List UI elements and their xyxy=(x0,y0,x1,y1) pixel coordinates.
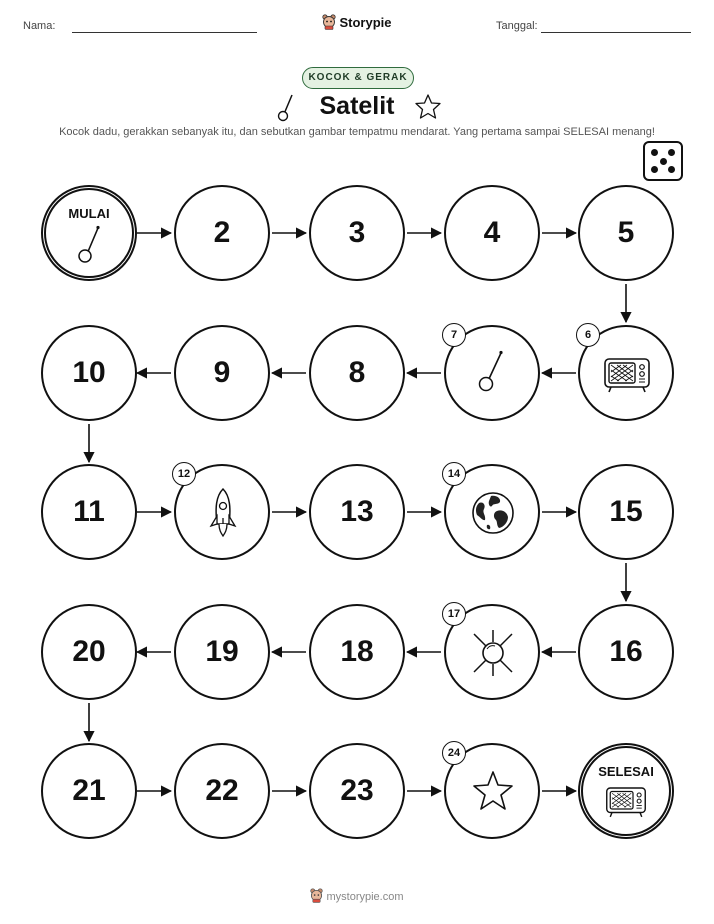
cell-finish[interactable] xyxy=(578,743,674,839)
cell-23[interactable]: 23 xyxy=(309,743,405,839)
cell-8[interactable]: 8 xyxy=(309,325,405,421)
cell-2[interactable]: 2 xyxy=(174,185,270,281)
mascot-icon xyxy=(310,888,323,903)
cell-5[interactable]: 5 xyxy=(578,185,674,281)
tv-icon xyxy=(605,786,647,818)
cell-number-badge: 7 xyxy=(442,323,466,347)
antenna-icon xyxy=(476,349,510,395)
page-title: Satelit xyxy=(319,92,395,120)
earth-icon xyxy=(471,491,515,535)
footer-url[interactable]: mystorypie.com xyxy=(326,891,404,903)
cell-17[interactable] xyxy=(444,604,540,700)
cell-20[interactable]: 20 xyxy=(41,604,137,700)
name-label: Nama: xyxy=(23,20,56,32)
cell-10[interactable]: 10 xyxy=(41,325,137,421)
cell-14[interactable] xyxy=(444,464,540,560)
brand-name: Storypie xyxy=(339,15,392,30)
antenna-icon xyxy=(76,224,106,264)
cell-number-badge: 6 xyxy=(576,323,600,347)
instructions-text: Kocok dadu, gerakkan sebanyak itu, dan sebutkan gambar tempatmu mendarat. Yang pertama sampai SELESAI menang! xyxy=(59,126,655,138)
cell-number-badge: 12 xyxy=(172,462,196,486)
tv-icon xyxy=(603,357,651,393)
footer xyxy=(0,888,714,903)
cell-22[interactable]: 22 xyxy=(174,743,270,839)
cell-3[interactable]: 3 xyxy=(309,185,405,281)
cell-16[interactable]: 16 xyxy=(578,604,674,700)
category-badge: KOCOK & GERAK xyxy=(302,67,414,89)
satellite-icon xyxy=(468,628,518,678)
cell-18[interactable]: 18 xyxy=(309,604,405,700)
cell-start[interactable] xyxy=(41,185,137,281)
cell-number-badge: 24 xyxy=(442,741,466,765)
finish-label: SELESAI xyxy=(598,764,654,779)
cell-24[interactable] xyxy=(444,743,540,839)
start-label: MULAI xyxy=(68,206,110,221)
cell-21[interactable]: 21 xyxy=(41,743,137,839)
cell-number-badge: 17 xyxy=(442,602,466,626)
star-icon xyxy=(469,768,517,816)
cell-15[interactable]: 15 xyxy=(578,464,674,560)
cell-13[interactable]: 13 xyxy=(309,464,405,560)
cell-6[interactable] xyxy=(578,325,674,421)
cell-9[interactable]: 9 xyxy=(174,325,270,421)
cell-7[interactable] xyxy=(444,325,540,421)
cell-19[interactable]: 19 xyxy=(174,604,270,700)
cell-number-badge: 14 xyxy=(442,462,466,486)
cell-12[interactable] xyxy=(174,464,270,560)
cell-11[interactable]: 11 xyxy=(41,464,137,560)
cell-4[interactable]: 4 xyxy=(444,185,540,281)
rocket-icon xyxy=(208,486,238,540)
date-label: Tanggal: xyxy=(496,20,538,32)
